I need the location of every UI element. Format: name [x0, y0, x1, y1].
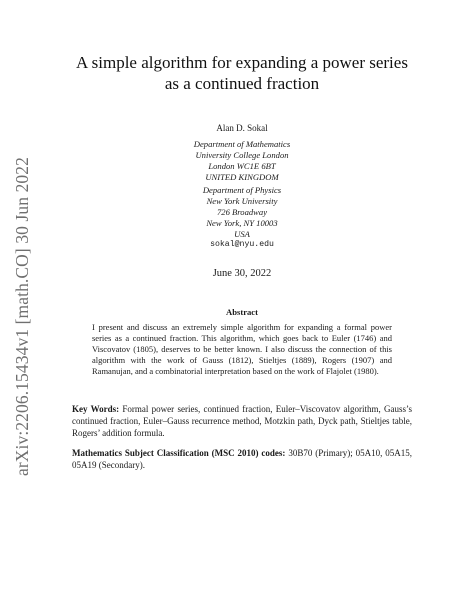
title-line-2: as a continued fraction: [164, 74, 320, 93]
arxiv-identifier-stamp: [6, 146, 38, 486]
title-line-1: A simple algorithm for expanding a power series: [76, 53, 408, 72]
paper-title: [72, 52, 412, 94]
paper-date: June 30, 2022: [212, 268, 272, 279]
msc-label: Mathematics Subject Classification (MSC 2010) codes:: [72, 448, 286, 458]
keywords-label: Key Words:: [72, 404, 120, 414]
arxiv-identifier-text: arXiv:2206.15434v1 [math.CO] 30 Jun 2022: [11, 156, 32, 476]
affiliation-2-line-2: New York University: [206, 196, 278, 206]
affiliation-1-line-4: UNITED KINGDOM: [205, 172, 279, 182]
abstract-body: I present and discuss an extremely simple algorithm for expanding a formal power series as a continued fraction. This algorithm, which goes back to Euler (1746) and Viscovatov (1805), deserves to be better known. I also discuss the connection of this algorithm with the work of Gauss (1812), Stieltjes (1889), Rogers (1907) and Ramanujan, and a combinatorial interpretation based on the work of Flajolet (1980).: [92, 322, 392, 377]
affiliation-2-line-5: USA: [234, 229, 250, 239]
author-name: Alan D. Sokal: [216, 123, 268, 133]
affiliation-1: [72, 139, 412, 183]
keywords-text: Formal power series, continued fraction, Euler–Viscovatov algorithm, Gauss’s continued fraction, Euler–Gauss recurrence method, Motzkin path, Dyck path, Stieltjes table, Rogers’ addition formula.: [72, 404, 412, 439]
affiliation-2-line-1: Department of Physics: [202, 185, 282, 195]
author-email[interactable]: sokal@nyu.edu: [210, 240, 274, 249]
affiliation-1-line-2: University College London: [195, 150, 289, 160]
affiliation-1-line-3: London WC1E 6BT: [208, 161, 276, 171]
keywords-paragraph: [72, 403, 412, 440]
affiliation-2-line-4: New York, NY 10003: [206, 218, 278, 228]
abstract-heading: Abstract: [226, 307, 258, 317]
msc-paragraph: [72, 447, 412, 471]
affiliation-1-line-1: Department of Mathematics: [193, 139, 291, 149]
msc-text: 30B70 (Primary); 05A10, 05A15, 05A19 (Secondary).: [72, 448, 412, 471]
affiliation-2: [72, 185, 412, 240]
affiliation-2-line-3: 726 Broadway: [216, 207, 268, 217]
